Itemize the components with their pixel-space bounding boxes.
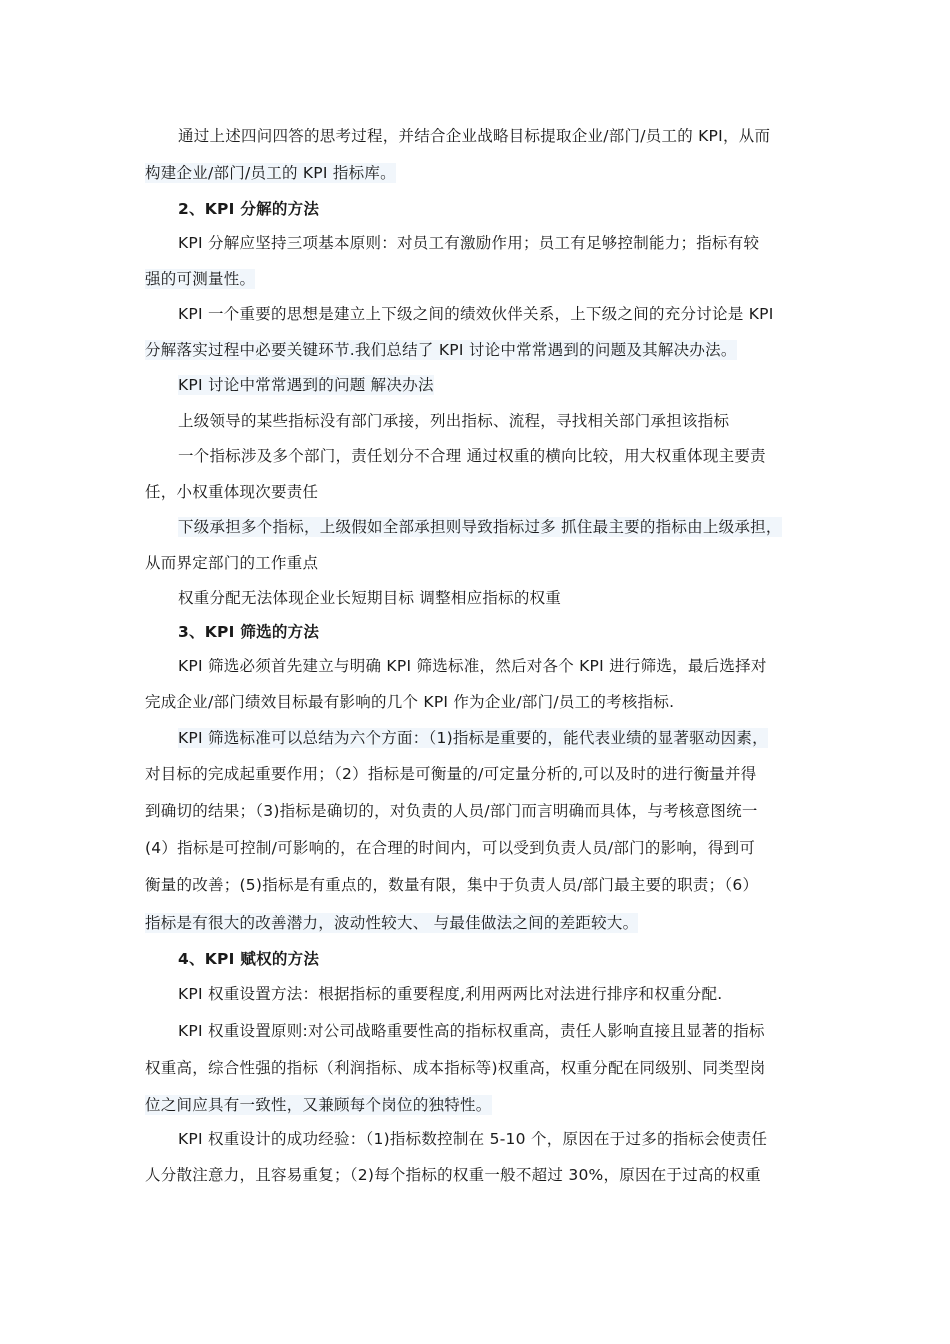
paragraph-line: 任，小权重体现次要责任 — [145, 483, 319, 501]
paragraph-line: 到确切的结果；（3)指标是确切的，对负责的人员/部门而言明确而具体，与考核意图统一 — [145, 802, 758, 820]
paragraph-line: KPI 权重设置方法：根据指标的重要程度,利用两两比对法进行排序和权重分配. — [178, 985, 723, 1003]
paragraph-line: KPI 权重设计的成功经验：（1)指标数控制在 5-10 个，原因在于过多的指标会使责任 — [178, 1130, 768, 1148]
paragraph-line: KPI 讨论中常常遇到的问题 解决办法 — [178, 376, 434, 394]
paragraph-line: 对目标的完成起重要作用；（2）指标是可衡量的/可定量分析的,可以及时的进行衡量并得 — [145, 765, 757, 783]
paragraph-line: 强的可测量性。 — [145, 270, 256, 288]
paragraph-line: KPI 权重设置原则:对公司战略重要性高的指标权重高，责任人影响直接且显著的指标 — [178, 1022, 765, 1040]
paragraph-line: KPI 一个重要的思想是建立上下级之间的绩效伙伴关系，上下级之间的充分讨论是 KPI — [178, 305, 774, 323]
paragraph-line: 一个指标涉及多个部门，责任划分不合理 通过权重的横向比较，用大权重体现主要责 — [178, 447, 766, 465]
paragraph-line: KPI 分解应坚持三项基本原则：对员工有激励作用；员工有足够控制能力；指标有较 — [178, 234, 760, 252]
paragraph-line: 指标是有很大的改善潜力，波动性较大、 与最佳做法之间的差距较大。 — [145, 914, 639, 932]
section-heading: 3、KPI 筛选的方法 — [178, 623, 320, 641]
paragraph-line: 权重分配无法体现企业长短期目标 调整相应指标的权重 — [178, 589, 562, 607]
paragraph-line: KPI 筛选标准可以总结为六个方面：（1)指标是重要的，能代表业绩的显著驱动因素， — [178, 729, 768, 747]
paragraph-line: 人分散注意力，且容易重复；（2)每个指标的权重一般不超过 30%，原因在于过高的权重 — [145, 1166, 762, 1184]
paragraph-line: 完成企业/部门绩效目标最有影响的几个 KPI 作为企业/部门/员工的考核指标. — [145, 693, 675, 711]
paragraph-line: KPI 筛选必须首先建立与明确 KPI 筛选标准，然后对各个 KPI 进行筛选，最后选择对 — [178, 657, 767, 675]
paragraph-line: 构建企业/部门/员工的 KPI 指标库。 — [145, 164, 396, 182]
paragraph-line: 衡量的改善；(5)指标是有重点的，数量有限，集中于负责人员/部门最主要的职责；（6） — [145, 876, 759, 894]
paragraph-line: 分解落实过程中必要关键环节.我们总结了 KPI 讨论中常常遇到的问题及其解决办法。 — [145, 341, 737, 359]
paragraph-line: 上级领导的某些指标没有部门承接，列出指标、流程，寻找相关部门承担该指标 — [178, 412, 730, 430]
section-heading: 2、KPI 分解的方法 — [178, 200, 320, 218]
paragraph-line: (4）指标是可控制/可影响的，在合理的时间内，可以受到负责人员/部门的影响，得到可 — [145, 839, 756, 857]
paragraph-line: 从而界定部门的工作重点 — [145, 554, 319, 572]
section-heading: 4、KPI 赋权的方法 — [178, 950, 320, 968]
paragraph-line: 位之间应具有一致性，又兼顾每个岗位的独特性。 — [145, 1096, 492, 1114]
paragraph-line: 权重高，综合性强的指标（利润指标、成本指标等)权重高，权重分配在同级别、同类型岗 — [145, 1059, 766, 1077]
paragraph-line: 通过上述四问四答的思考过程，并结合企业战略目标提取企业/部门/员工的 KPI，从而 — [178, 127, 771, 145]
paragraph-line: 下级承担多个指标，上级假如全部承担则导致指标过多 抓住最主要的指标由上级承担， — [178, 518, 782, 536]
